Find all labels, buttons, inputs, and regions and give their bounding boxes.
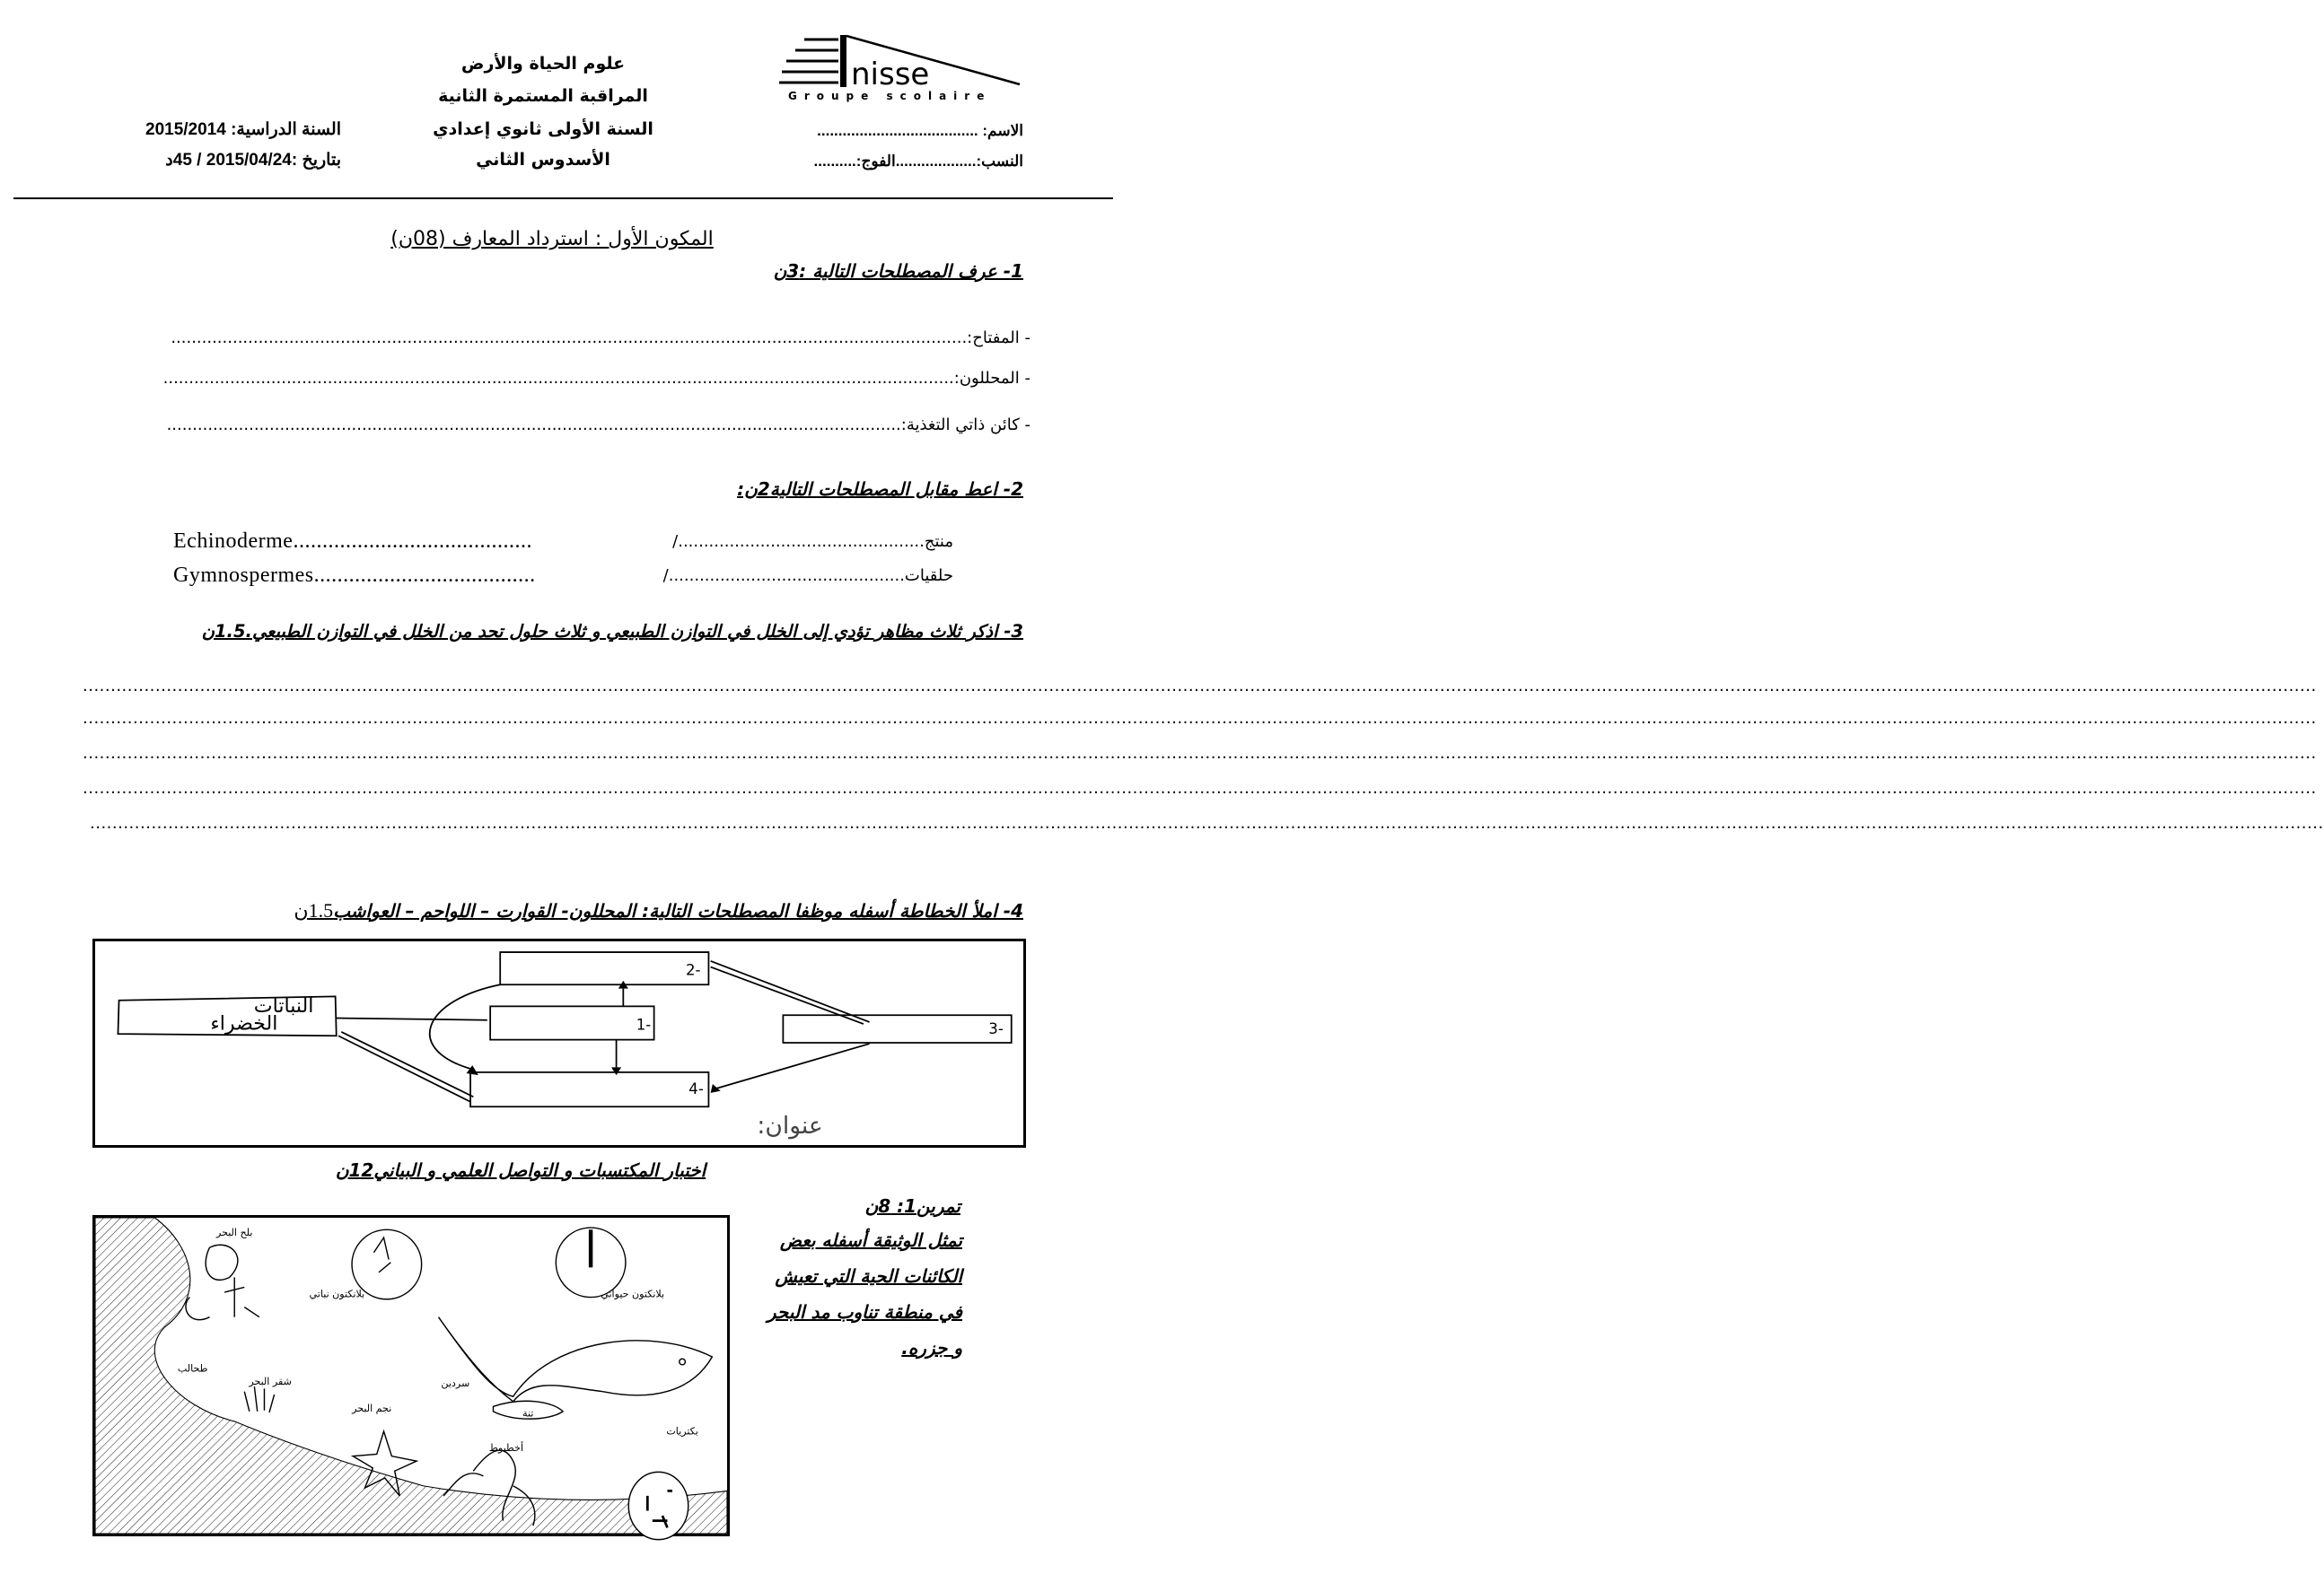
q2-heading: 2- اعط مقابل المصطلحات التالية2ن: <box>737 478 1023 500</box>
name-field[interactable]: الاسم: ...................................... <box>817 122 1023 139</box>
label-octopus: أخطبوط <box>488 1442 524 1455</box>
food-web-diagram <box>92 939 1026 1148</box>
school-logo <box>777 32 1025 104</box>
figure-svg <box>95 1218 727 1534</box>
arrow-plants-to-1 <box>337 1019 487 1020</box>
logo-graphic <box>777 32 1025 104</box>
q3-answer-line[interactable]: ................................................................................................................................................................................................................................................................................................................................................................................................................ <box>90 814 2324 833</box>
date-duration: بتاريخ :2015/04/24 / 45د <box>165 151 341 170</box>
diagram-svg <box>95 941 1023 1145</box>
exercise1-line-2: الكائنات الحية التي تعيش <box>775 1265 962 1287</box>
label-algae: طحالب <box>177 1362 208 1375</box>
exercise1-heading: تمرين1: 8ن <box>864 1195 960 1217</box>
seabed <box>95 1218 727 1534</box>
q3-heading: 3- اذكر ثلاث مظاهر تؤدي إلى الخلل في التوازن الطبيعي و ثلاث حلول تحد من الخلل في التوازن الطبيعي.1.5ن <box>201 621 1023 642</box>
box-1-label: 1- <box>636 1016 652 1034</box>
tuna-icon <box>438 1317 712 1402</box>
header-divider <box>13 197 1113 199</box>
box-1 <box>490 1006 653 1039</box>
q4-points: 1.5ن <box>294 899 334 922</box>
label-sea-urchin: شقر البحر <box>249 1375 292 1387</box>
arrow-4-to-plants-a <box>338 1036 470 1101</box>
svg-text:nisse: nisse <box>851 57 930 92</box>
exercise1-line-3: في منطقة تناوب مد البحر <box>767 1301 962 1323</box>
q3-answer-line[interactable]: ................................................................................................................................................................................................................................................................................................................................................................................................................ <box>83 779 2317 798</box>
box-3 <box>783 1015 1011 1043</box>
q2-row-2-french[interactable]: Gymnospermes...................................... <box>173 564 536 587</box>
arrow-3-to-4 <box>715 1044 870 1089</box>
q2-row-1-french[interactable]: Echinoderme......................................... <box>173 529 532 553</box>
arrow-4-to-plants-b <box>341 1032 473 1097</box>
q3-answer-line[interactable]: ................................................................................................................................................................................................................................................................................................................................................................................................................ <box>83 677 2317 695</box>
mussel-icon <box>206 1245 238 1280</box>
q1-item-autotroph[interactable]: - كائن ذاتي التغذية:............................................................................................................................................... <box>166 415 1030 434</box>
exam-title: المراقبة المستمرة الثانية <box>438 86 648 106</box>
box-4-label: 4- <box>688 1080 704 1097</box>
q3-answer-line[interactable]: ................................................................................................................................................................................................................................................................................................................................................................................................................ <box>83 744 2317 763</box>
plants-label-2: الخضراء <box>210 1012 278 1036</box>
label-zooplankton: بلانكتون حيواني <box>601 1288 665 1300</box>
box-2-label: 2- <box>686 961 701 979</box>
box-2 <box>500 952 708 984</box>
arrow-3-to-2-a <box>711 961 870 1022</box>
q1-item-key[interactable]: - المفتاح:........................................................................................................................................................... <box>171 328 1030 347</box>
exercise1-line-4: و جزره. <box>901 1337 962 1359</box>
box-4 <box>470 1072 708 1106</box>
part2-title: اختبار المكتسبات و التواصل العلمي و البياني12ن <box>335 1159 706 1181</box>
label-mussel: بلح البحر <box>215 1226 253 1238</box>
label-phytoplankton: بلانكتون نباتي <box>309 1288 365 1300</box>
bacteria-circle <box>628 1472 688 1539</box>
sea-urchin-icon <box>244 1386 274 1412</box>
phytoplankton-icon <box>373 1237 390 1272</box>
q2-row-2-arabic[interactable]: حلقيات............................................../ <box>662 566 953 585</box>
algae-icon <box>186 1277 259 1319</box>
subject-title: علوم الحياة والأرض <box>460 54 626 74</box>
label-starfish: نجم البحر <box>352 1402 392 1414</box>
label-bacteria: بكتريات <box>666 1425 698 1438</box>
q4-heading <box>180 899 1023 923</box>
q4-heading-text: 4- املأ الخطاطة أسفله موظفا المصطلحات التالية: المحللون- القوارت – اللواحم – العواشب <box>333 900 1023 922</box>
plants-label-1: النباتات <box>253 995 314 1018</box>
label-tuna: تنة <box>522 1407 534 1420</box>
exercise1-line-1: تمثل الوثيقة أسفله بعض <box>779 1229 962 1251</box>
box-3-label: 3- <box>988 1020 1004 1038</box>
semester-text: الأسدوس الثاني <box>476 150 610 170</box>
svg-text:Groupe scolaire: Groupe scolaire <box>788 90 992 102</box>
school-year: السنة الدراسية: 2015/2014 <box>145 120 341 139</box>
q3-answer-line[interactable]: ................................................................................................................................................................................................................................................................................................................................................................................................................ <box>83 709 2317 728</box>
level-text: السنة الأولى ثانوي إعدادي <box>433 119 653 139</box>
q1-item-decomposers[interactable]: - المحللون:.......................................................................................................................................................... <box>162 369 1030 388</box>
q2-row-1-arabic[interactable]: منتج................................................/ <box>672 532 953 551</box>
part1-title: المكون الأول : استرداد المعارف (08ن) <box>390 228 714 250</box>
diagram-title-label[interactable]: عنوان: <box>757 1111 823 1140</box>
q1-heading: 1- عرف المصطلحات التالية :3ن <box>773 260 1023 282</box>
label-sardine: سردين <box>441 1377 470 1390</box>
surname-group-field[interactable]: النسب:...................الفوج:.......... <box>813 153 1023 170</box>
tidal-zone-figure <box>92 1215 730 1536</box>
